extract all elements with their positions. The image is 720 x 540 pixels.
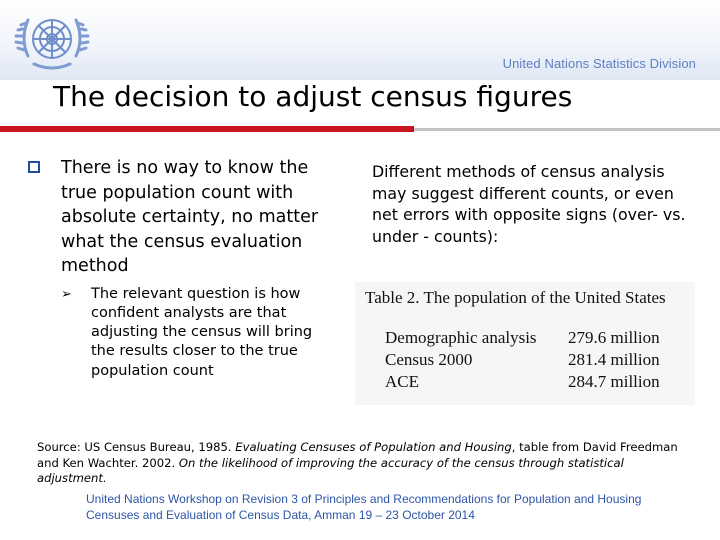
table-caption: Table 2. The population of the United States bbox=[365, 288, 666, 307]
source-text-2: , table from David Freedman and Ken Wachter. 2002. bbox=[37, 440, 678, 470]
un-emblem-icon bbox=[14, 6, 90, 76]
right-paragraph: Different methods of census analysis may suggest different counts, or even net errors with opposite signs (over- vs. under - counts): bbox=[372, 162, 686, 246]
table-row-value: 279.6 million bbox=[568, 328, 660, 347]
main-bullet-text: There is no way to know the true population count with absolute certainty, no matter what the census evaluation method bbox=[61, 158, 319, 276]
main-bullet bbox=[28, 156, 328, 279]
sub-bullet-text: The relevant question is how confident analysts are that adjusting the census will bring the results closer to the true population count bbox=[91, 285, 313, 379]
square-bullet-icon bbox=[28, 161, 40, 173]
organization-name: United Nations Statistics Division bbox=[502, 56, 696, 71]
footer-text: United Nations Workshop on Revision 3 of Principles and Recommendations for Population and Housing Censuses and Evaluation of Census Data, Amman 19 – 23 October 2014 bbox=[86, 492, 642, 522]
arrow-bullet-icon: ➢ bbox=[61, 286, 72, 302]
table-row-value: 284.7 million bbox=[568, 372, 660, 391]
left-column bbox=[28, 156, 328, 381]
title-underline-red bbox=[0, 126, 414, 132]
source-title-2: On the likelihood of improving the accuracy of the census through statistical adjustment. bbox=[37, 455, 624, 485]
source-note bbox=[37, 440, 687, 487]
source-title-1: Evaluating Censuses of Population and Housing bbox=[235, 440, 512, 454]
source-text-1: Source: US Census Bureau, 1985. bbox=[37, 440, 236, 454]
title-underline-grey bbox=[414, 128, 720, 131]
population-table bbox=[355, 282, 695, 405]
table-row-label: Census 2000 bbox=[385, 350, 473, 369]
table-row-value: 281.4 million bbox=[568, 350, 660, 369]
table-row-label: ACE bbox=[385, 372, 419, 391]
table-row-label: Demographic analysis bbox=[385, 328, 537, 347]
slide-title: The decision to adjust census figures bbox=[53, 80, 573, 113]
sub-bullet bbox=[61, 285, 328, 381]
